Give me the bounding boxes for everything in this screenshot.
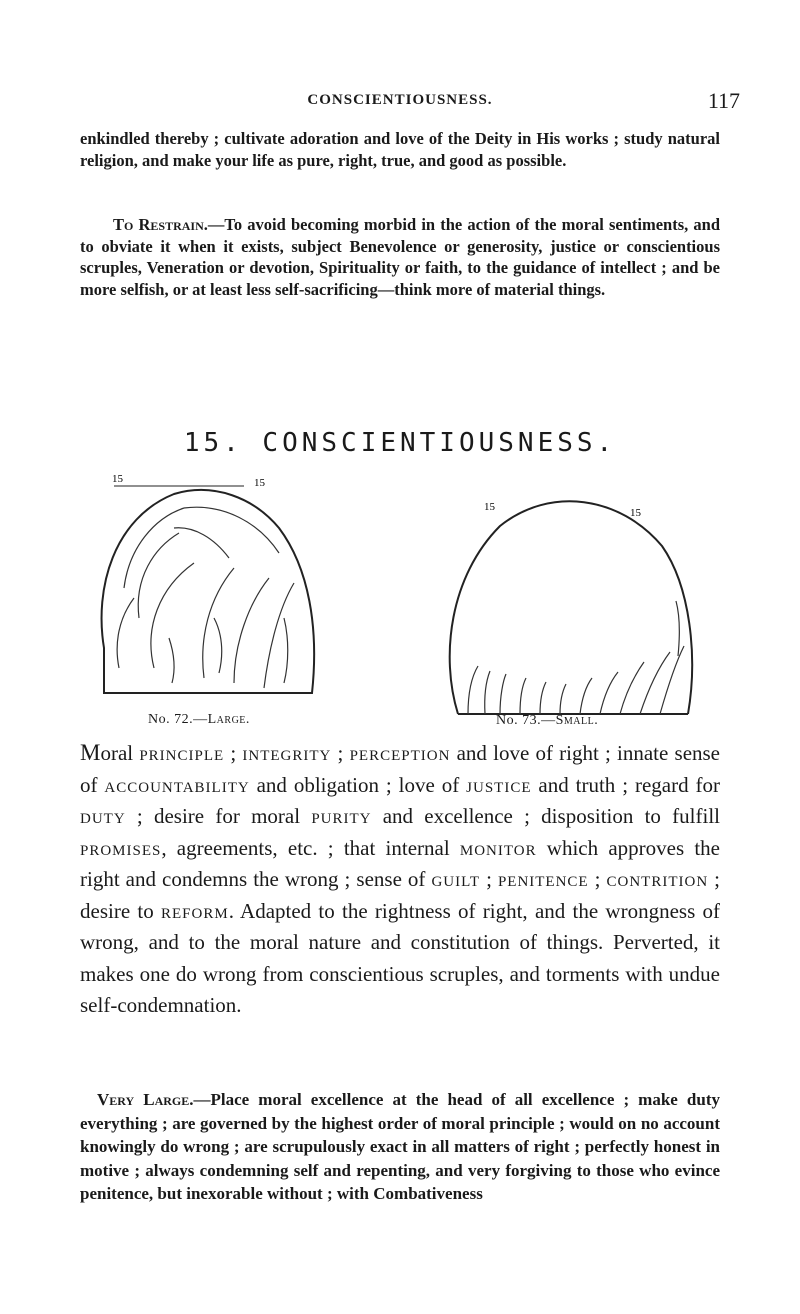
definition-word-monitor: monitor <box>459 835 537 860</box>
definition-text: and truth ; regard for <box>531 772 720 797</box>
small-skull-figure <box>440 486 700 721</box>
definition-text: and excellence ; disposition to fulfill <box>371 804 720 828</box>
paragraph-continuation: enkindled thereby ; cultivate adoration and love of the Deity in His works ; study natural religion, and make your life as pure, right, true, and good as possible. <box>80 129 720 170</box>
small-brain-folds <box>468 601 684 714</box>
page-header <box>0 88 800 118</box>
definition-text: and love of right ; innate sense of <box>80 741 721 797</box>
definition-text: ; desire to <box>80 867 721 923</box>
definition-text: which approves the right and condemns the wrong ; sense of <box>80 835 720 891</box>
definition-text: ; <box>224 741 243 765</box>
definition-text: , agreements, etc. ; that internal <box>161 835 460 860</box>
large-marker-a: 15 <box>112 473 123 485</box>
small-marker-a: 15 <box>484 501 495 513</box>
large-caption <box>148 712 250 728</box>
definition-word-integrity: integrity <box>242 741 332 765</box>
definition-word-1: oral <box>100 741 134 765</box>
definition-lead: M <box>80 740 101 765</box>
definition-word-justice: justice <box>466 772 532 797</box>
very-large-label: Very Large. <box>97 1090 194 1109</box>
definition-word-principle: principle <box>139 741 225 765</box>
definition-word-purity: purity <box>311 804 372 828</box>
definition-paragraph <box>80 737 720 1022</box>
large-skull-outline <box>102 490 315 693</box>
definition-text: ; <box>331 741 350 765</box>
small-caption-label: Small. <box>555 713 599 728</box>
definition-text: . Adapted to the rightness of right, and the wrongness of wrong, and to the moral nature and constitution of things. Perverted, it makes one do wrong from conscientious scruples, and torments with undue self-condemnation. <box>80 898 721 1017</box>
page-number: 117 <box>707 88 740 113</box>
definition-word-perception: perception <box>349 741 451 765</box>
large-brain-folds <box>117 507 294 688</box>
large-caption-no: No. 72.— <box>148 712 208 727</box>
small-marker-b: 15 <box>630 507 641 519</box>
small-caption <box>496 713 598 729</box>
restrain-label: To Restrain. <box>113 215 208 234</box>
definition-word-promises: promises <box>80 835 162 860</box>
definition-word-contrition: contrition <box>606 867 709 891</box>
definition-text: and obligation ; love of <box>249 772 467 797</box>
definition-text: ; <box>480 867 498 891</box>
running-title: CONSCIENTIOUSNESS. <box>307 92 493 108</box>
paragraph-very-large <box>80 1088 720 1206</box>
small-skull-outline <box>450 501 692 714</box>
definition-word-accountability: accountability <box>104 772 250 797</box>
very-large-text: —Place moral excellence at the head of all excellence ; make duty everything ; are governed by the highest order of moral principle ; would on no account knowingly do wrong ; are scrupulously exact in all matters of right ; perfectly honest in motive ; always condemning self and repenting, and very forgiving to those who evince penitence, but inexorable without ; with Combativeness <box>80 1090 720 1203</box>
large-skull-figure <box>84 468 324 708</box>
large-marker-b: 15 <box>254 477 265 489</box>
definition-text: ; desire for moral <box>125 804 312 828</box>
definition-word-penitence: penitence <box>497 867 589 891</box>
definition-word-reform: reform <box>161 898 229 923</box>
section-heading: 15. CONSCIENTIOUSNESS. <box>183 428 617 458</box>
small-caption-no: No. 73.— <box>496 713 556 728</box>
definition-text: ; <box>588 867 607 891</box>
paragraph-to-restrain <box>80 214 720 300</box>
definition-word-guilt: guilt <box>431 867 481 891</box>
definition-word-duty: duty <box>80 804 126 828</box>
large-caption-label: Large. <box>207 712 250 727</box>
restrain-text: —To avoid becoming morbid in the action of the moral sentiments, and to obviate it when it exists, subject Benevolence or generosity, justice or conscientious scruples, Veneration or devotion, Spirituality or faith, to the guidance of intellect ; and be more selfish, or at least less self-sacrificing—think more of material things. <box>80 215 721 299</box>
